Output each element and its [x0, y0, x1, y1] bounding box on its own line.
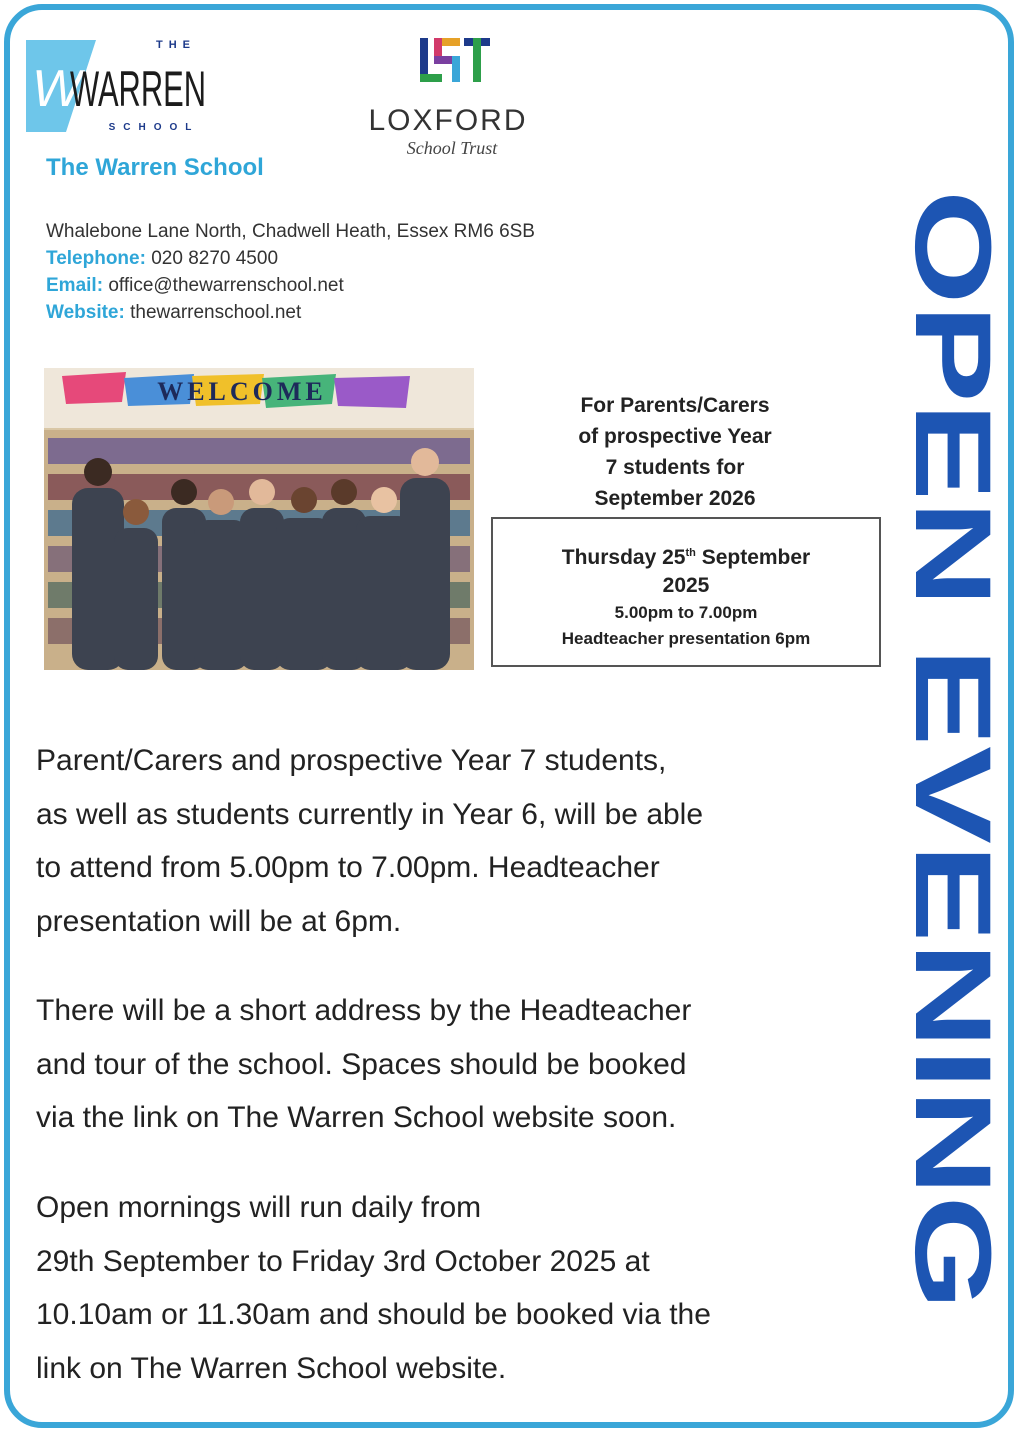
website-line [46, 299, 535, 326]
website-label: Website: [46, 302, 125, 323]
event-ordinal: th [685, 547, 696, 559]
paragraph-line: to attend from 5.00pm to 7.00pm. Headteacher [36, 851, 660, 884]
logo-w-letter: W [32, 60, 82, 118]
address-line: Whalebone Lane North, Chadwell Heath, Essex RM6 6SB [46, 221, 535, 242]
email-line [46, 272, 535, 299]
paragraph-booking [36, 984, 836, 1145]
paragraph-line: 29th September to Friday 3rd October 2025 at [36, 1244, 650, 1278]
loxford-text: LOXFORD [368, 104, 528, 137]
warren-school-logo [26, 36, 216, 136]
event-day: Thursday 25 [561, 546, 686, 569]
paragraph-open-mornings [36, 1181, 836, 1395]
contact-block [46, 218, 535, 326]
school-trust-script: School Trust [406, 138, 498, 158]
event-presentation: Headteacher presentation 6pm [561, 629, 811, 648]
welcome-banner-text: WELCOME [157, 377, 327, 406]
logo-school-text: SCHOOL [108, 122, 200, 133]
paragraph-line: link on The Warren School website. [36, 1351, 507, 1385]
event-year: 2025 [662, 574, 710, 597]
audience-line: For Parents/Carers [580, 394, 770, 417]
open-evening-title [893, 190, 1014, 1320]
email-label: Email: [46, 275, 104, 296]
audience-text [540, 390, 810, 514]
email-value[interactable]: office@thewarrenschool.net [108, 275, 344, 296]
paragraph-line: There will be a short address by the Headteacher [36, 994, 692, 1027]
event-time: 5.00pm to 7.00pm [614, 603, 758, 622]
event-date [493, 539, 879, 572]
welcome-photo [44, 368, 474, 670]
telephone-line [46, 245, 535, 272]
telephone-value[interactable]: 020 8270 4500 [151, 248, 279, 269]
school-name: The Warren School [46, 154, 264, 181]
audience-line: September 2026 [594, 487, 756, 510]
audience-line: 7 students for [605, 456, 745, 479]
open-evening-text: OPEN EVENING [893, 190, 1014, 1013]
paragraph-line: 10.10am or 11.30am and should be booked via the [36, 1298, 711, 1331]
paragraph-line: presentation will be at 6pm. [36, 904, 402, 938]
logo-warren-text: WARREN [70, 61, 206, 117]
logo-the-text: THE [156, 39, 196, 51]
loxford-trust-logo [368, 36, 528, 160]
event-date-box [491, 517, 881, 667]
telephone-label: Telephone: [46, 248, 146, 269]
audience-line: of prospective Year [578, 425, 772, 448]
paragraph-line: as well as students currently in Year 6, will be able [36, 797, 704, 831]
paragraph-line: via the link on The Warren School website soon. [36, 1101, 677, 1134]
event-month: September [695, 546, 811, 569]
paragraph-line: Parent/Carers and prospective Year 7 students, [36, 744, 667, 777]
lst-monogram-icon [420, 38, 490, 82]
paragraph-attendance [36, 734, 836, 948]
website-value[interactable]: thewarrenschool.net [130, 302, 302, 323]
paragraph-line: Open mornings will run daily from [36, 1191, 482, 1224]
paragraph-line: and tour of the school. Spaces should be booked [36, 1047, 687, 1081]
